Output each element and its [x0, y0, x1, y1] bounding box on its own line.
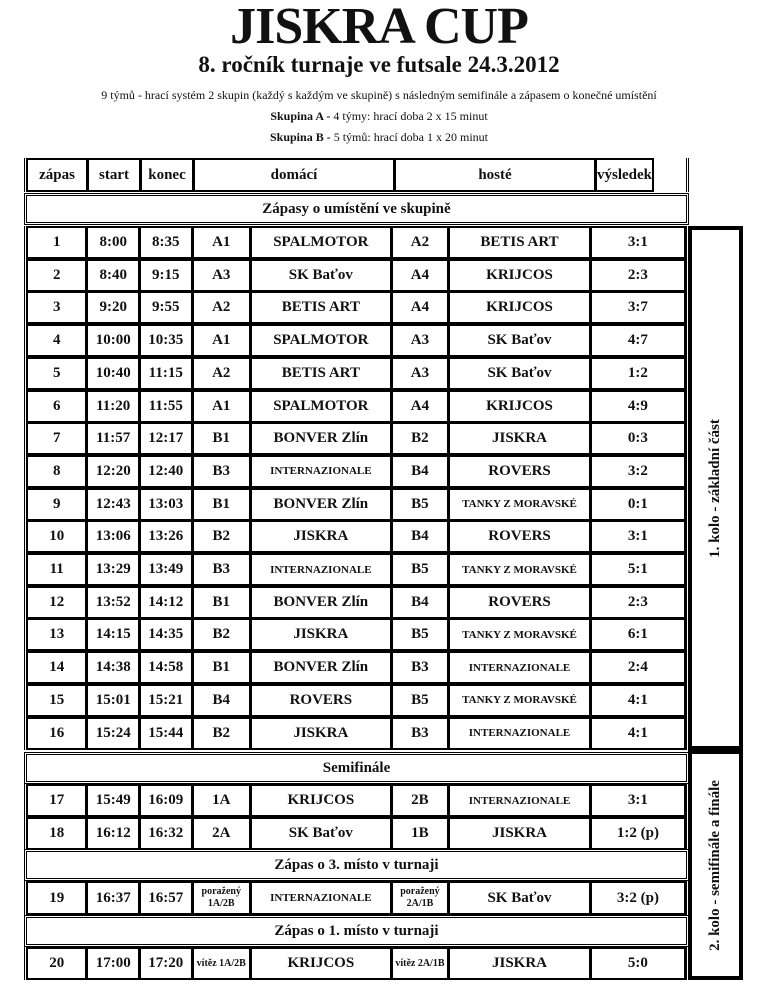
away-team: JISKRA	[449, 947, 591, 980]
result: 3:7	[591, 291, 686, 324]
away-team: JISKRA	[449, 422, 591, 455]
match-row	[24, 881, 689, 915]
match-row	[24, 226, 689, 259]
start-time: 13:06	[87, 520, 140, 553]
home-team: BONVER Zlín	[251, 586, 392, 619]
away-team: ROVERS	[449, 455, 591, 488]
match-row	[24, 618, 689, 651]
start-time: 15:49	[87, 784, 140, 817]
away-team: INTERNAZIONALE	[449, 717, 591, 750]
result: 3:2 (p)	[591, 881, 686, 915]
match-number: 20	[27, 947, 87, 980]
home-team: JISKRA	[251, 618, 392, 651]
result: 6:1	[591, 618, 686, 651]
start-time: 13:52	[87, 586, 140, 619]
result: 2:4	[591, 651, 686, 684]
match-number: 19	[27, 881, 87, 915]
home-seed: A1	[193, 226, 251, 259]
away-team: SK Baťov	[449, 324, 591, 357]
match-row	[24, 520, 689, 553]
away-seed: 1B	[392, 817, 449, 850]
result: 4:7	[591, 324, 686, 357]
col-header-away: hosté	[395, 158, 596, 192]
home-seed: B1	[193, 651, 251, 684]
page-subtitle: 8. ročník turnaje ve futsale 24.3.2012	[198, 52, 560, 77]
home-team: KRIJCOS	[251, 784, 392, 817]
result: 3:1	[591, 784, 686, 817]
match-number: 11	[27, 553, 87, 586]
home-team: INTERNAZIONALE	[251, 881, 392, 915]
end-time: 14:12	[140, 586, 193, 619]
home-team: SK Baťov	[251, 817, 392, 850]
home-seed: 2A	[193, 817, 251, 850]
home-seed: A1	[193, 324, 251, 357]
end-time: 17:20	[140, 947, 193, 980]
result: 0:3	[591, 422, 686, 455]
match-number: 2	[27, 259, 87, 292]
start-time: 17:00	[87, 947, 140, 980]
start-time: 16:37	[87, 881, 140, 915]
away-team: INTERNAZIONALE	[449, 651, 591, 684]
home-seed	[193, 881, 251, 915]
result: 1:2	[591, 357, 686, 390]
start-time: 10:40	[87, 357, 140, 390]
away-team: JISKRA	[449, 817, 591, 850]
away-team: TANKY Z MORAVSKÉ	[449, 684, 591, 717]
col-header-start: start	[88, 158, 141, 192]
round2-label: 2. kolo - semifinále a finále	[707, 779, 724, 951]
match-row	[24, 455, 689, 488]
away-team: BETIS ART	[449, 226, 591, 259]
match-row	[24, 291, 689, 324]
home-team: KRIJCOS	[251, 947, 392, 980]
start-time: 10:00	[87, 324, 140, 357]
section-semifinal: Semifinále	[24, 752, 689, 784]
group-a-info	[0, 109, 758, 123]
side-label-round1	[688, 226, 743, 750]
match-number: 10	[27, 520, 87, 553]
match-row	[24, 817, 689, 850]
side-label-round2	[688, 750, 743, 980]
end-time: 8:35	[140, 226, 193, 259]
match-row	[24, 553, 689, 586]
home-seed: B4	[193, 684, 251, 717]
home-seed: 1A	[193, 784, 251, 817]
match-number: 9	[27, 488, 87, 521]
match-number: 14	[27, 651, 87, 684]
start-time: 15:01	[87, 684, 140, 717]
col-header-home: domácí	[194, 158, 395, 192]
home-seed: A1	[193, 390, 251, 423]
away-seed: A4	[392, 259, 449, 292]
match-number: 8	[27, 455, 87, 488]
away-seed: B4	[392, 520, 449, 553]
end-time: 12:40	[140, 455, 193, 488]
result: 4:1	[591, 717, 686, 750]
match-row	[24, 717, 689, 750]
result: 0:1	[591, 488, 686, 521]
end-time: 10:35	[140, 324, 193, 357]
match-row	[24, 651, 689, 684]
home-seed: B2	[193, 717, 251, 750]
home-team: BONVER Zlín	[251, 651, 392, 684]
match-number: 3	[27, 291, 87, 324]
start-time: 13:29	[87, 553, 140, 586]
away-seed: B5	[392, 618, 449, 651]
match-number: 13	[27, 618, 87, 651]
match-number: 16	[27, 717, 87, 750]
away-seed: A3	[392, 357, 449, 390]
end-time: 9:15	[140, 259, 193, 292]
tournament-description: 9 týmů - hrací systém 2 skupin (každý s každým ve skupině) s následným semifinále a zápasem o konečné umístění	[101, 88, 657, 102]
start-time: 16:12	[87, 817, 140, 850]
away-seed: 2B	[392, 784, 449, 817]
home-seed: A2	[193, 357, 251, 390]
away-seed: A3	[392, 324, 449, 357]
match-row	[24, 390, 689, 423]
end-time: 13:49	[140, 553, 193, 586]
result: 1:2 (p)	[591, 817, 686, 850]
home-team: SPALMOTOR	[251, 324, 392, 357]
away-team: INTERNAZIONALE	[449, 784, 591, 817]
match-number: 18	[27, 817, 87, 850]
away-team: ROVERS	[449, 586, 591, 619]
away-team: KRIJCOS	[449, 390, 591, 423]
end-time: 15:44	[140, 717, 193, 750]
away-seed: B3	[392, 717, 449, 750]
start-time: 15:24	[87, 717, 140, 750]
match-row	[24, 947, 689, 980]
away-seed	[392, 881, 449, 915]
match-number: 17	[27, 784, 87, 817]
end-time: 12:17	[140, 422, 193, 455]
away-seed: A2	[392, 226, 449, 259]
table-header-row	[24, 158, 689, 192]
col-header-result: výsledek	[596, 158, 654, 192]
start-time: 8:40	[87, 259, 140, 292]
match-row	[24, 684, 689, 717]
result: 3:1	[591, 520, 686, 553]
away-seed: B5	[392, 684, 449, 717]
home-seed: B1	[193, 488, 251, 521]
result: 5:1	[591, 553, 686, 586]
away-team: SK Baťov	[449, 357, 591, 390]
end-time: 9:55	[140, 291, 193, 324]
start-time: 12:20	[87, 455, 140, 488]
end-time: 11:15	[140, 357, 193, 390]
home-team: INTERNAZIONALE	[251, 455, 392, 488]
home-team: ROVERS	[251, 684, 392, 717]
home-seed: B1	[193, 586, 251, 619]
start-time: 11:57	[87, 422, 140, 455]
result: 2:3	[591, 259, 686, 292]
section-final: Zápas o 1. místo v turnaji	[24, 915, 689, 947]
start-time: 14:38	[87, 651, 140, 684]
away-seed: B4	[392, 455, 449, 488]
home-seed: A3	[193, 259, 251, 292]
end-time: 16:57	[140, 881, 193, 915]
end-time: 13:03	[140, 488, 193, 521]
home-team: SPALMOTOR	[251, 226, 392, 259]
away-seed: A4	[392, 291, 449, 324]
away-team: TANKY Z MORAVSKÉ	[449, 553, 591, 586]
match-row	[24, 357, 689, 390]
away-seed-text: poražený 2A/1B	[400, 886, 440, 909]
start-time: 9:20	[87, 291, 140, 324]
home-seed: B2	[193, 618, 251, 651]
away-team: ROVERS	[449, 520, 591, 553]
col-header-match: zápas	[27, 158, 88, 192]
home-team: SPALMOTOR	[251, 390, 392, 423]
away-seed: vítěz 2A/1B	[392, 947, 449, 980]
home-seed: B3	[193, 455, 251, 488]
home-seed: B2	[193, 520, 251, 553]
home-seed-text: poražený 1A/2B	[201, 886, 241, 909]
group-a-text: 4 týmy: hrací doba 2 x 15 minut	[330, 109, 488, 123]
end-time: 11:55	[140, 390, 193, 423]
match-row	[24, 324, 689, 357]
end-time: 15:21	[140, 684, 193, 717]
match-number: 7	[27, 422, 87, 455]
home-seed: B3	[193, 553, 251, 586]
home-team: BONVER Zlín	[251, 422, 392, 455]
end-time: 16:32	[140, 817, 193, 850]
start-time: 12:43	[87, 488, 140, 521]
home-seed: vítěz 1A/2B	[193, 947, 251, 980]
home-team: JISKRA	[251, 520, 392, 553]
home-team: JISKRA	[251, 717, 392, 750]
col-header-end: konec	[141, 158, 194, 192]
result: 3:1	[591, 226, 686, 259]
start-time: 8:00	[87, 226, 140, 259]
group-a-label: Skupina A -	[270, 109, 331, 123]
start-time: 11:20	[87, 390, 140, 423]
result: 5:0	[591, 947, 686, 980]
away-seed: B5	[392, 488, 449, 521]
away-team: TANKY Z MORAVSKÉ	[449, 618, 591, 651]
match-row	[24, 586, 689, 619]
result: 4:9	[591, 390, 686, 423]
round1-label: 1. kolo - základní část	[707, 418, 724, 558]
away-seed: B5	[392, 553, 449, 586]
group-b-info	[0, 130, 758, 144]
home-seed: A2	[193, 291, 251, 324]
away-team: KRIJCOS	[449, 291, 591, 324]
match-row	[24, 488, 689, 521]
result: 3:2	[591, 455, 686, 488]
home-team: BETIS ART	[251, 357, 392, 390]
result: 4:1	[591, 684, 686, 717]
away-team: KRIJCOS	[449, 259, 591, 292]
away-seed: B3	[392, 651, 449, 684]
match-row	[24, 259, 689, 292]
away-seed: A4	[392, 390, 449, 423]
home-team: BETIS ART	[251, 291, 392, 324]
match-number: 5	[27, 357, 87, 390]
home-team: INTERNAZIONALE	[251, 553, 392, 586]
page-title: JISKRA CUP	[230, 0, 528, 55]
result: 2:3	[591, 586, 686, 619]
section-group-stage: Zápasy o umístění ve skupině	[24, 193, 689, 225]
match-row	[24, 784, 689, 817]
away-team: TANKY Z MORAVSKÉ	[449, 488, 591, 521]
end-time: 14:58	[140, 651, 193, 684]
end-time: 13:26	[140, 520, 193, 553]
away-seed: B2	[392, 422, 449, 455]
home-team: BONVER Zlín	[251, 488, 392, 521]
home-seed: B1	[193, 422, 251, 455]
start-time: 14:15	[87, 618, 140, 651]
match-number: 12	[27, 586, 87, 619]
section-third-place: Zápas o 3. místo v turnaji	[24, 849, 689, 881]
match-number: 4	[27, 324, 87, 357]
end-time: 16:09	[140, 784, 193, 817]
home-team: SK Baťov	[251, 259, 392, 292]
match-row	[24, 422, 689, 455]
away-seed: B4	[392, 586, 449, 619]
match-number: 1	[27, 226, 87, 259]
away-team: SK Baťov	[449, 881, 591, 915]
group-b-text: 5 týmů: hrací doba 1 x 20 minut	[330, 130, 488, 144]
group-b-label: Skupina B -	[269, 130, 331, 144]
match-number: 15	[27, 684, 87, 717]
match-number: 6	[27, 390, 87, 423]
end-time: 14:35	[140, 618, 193, 651]
